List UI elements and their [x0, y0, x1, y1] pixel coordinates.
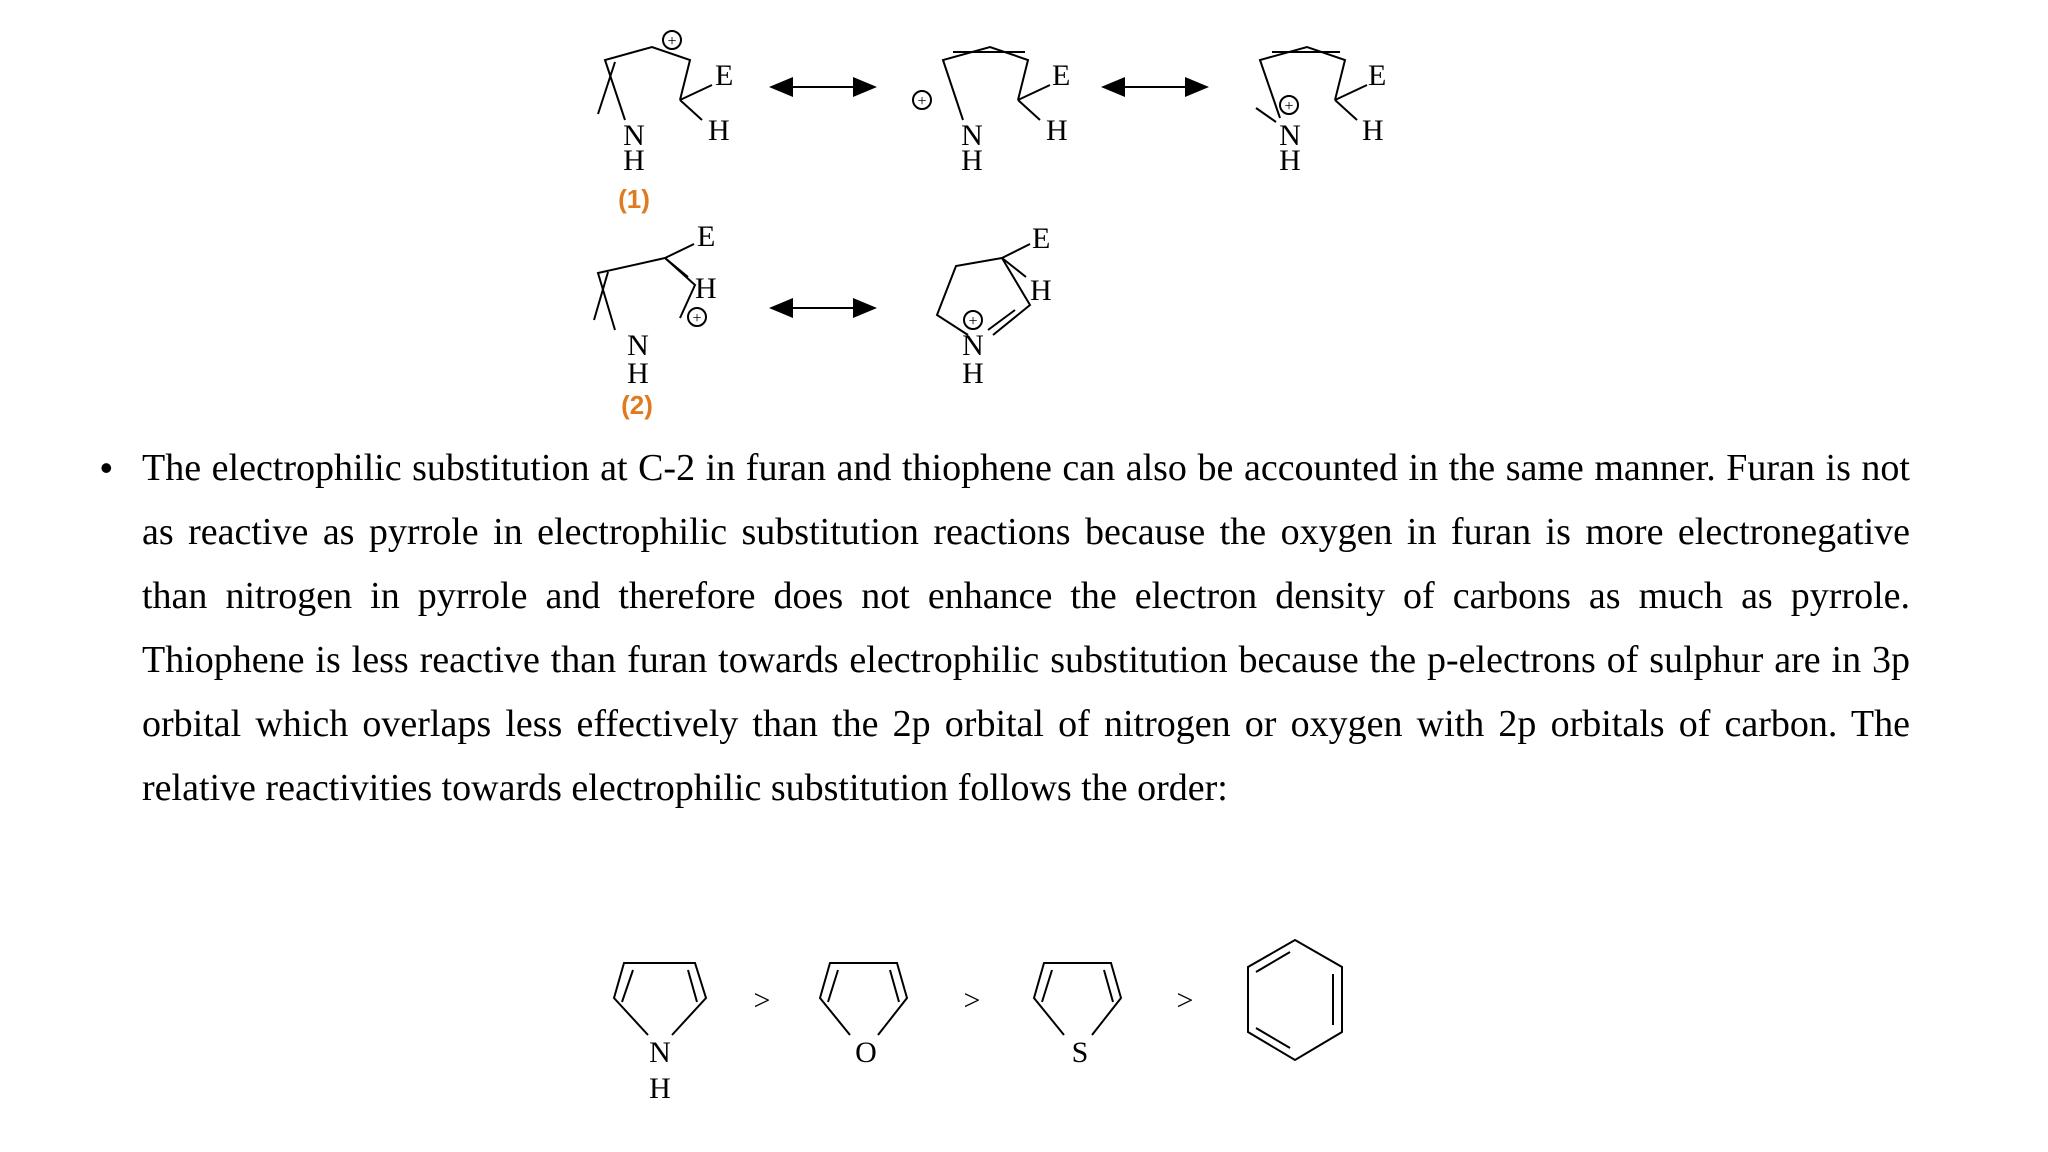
atom-n: N: [962, 329, 984, 362]
atom-h: H: [1046, 114, 1068, 147]
atom-e: E: [697, 220, 716, 253]
benzene-ring: [1248, 940, 1342, 1060]
atom-h: H: [708, 114, 730, 147]
structure-2b: [937, 222, 1052, 390]
atom-n: N: [627, 329, 649, 362]
charge-text: +: [692, 310, 702, 327]
charge-text: +: [968, 313, 978, 330]
thiophene-ring: [1034, 963, 1121, 1069]
paragraph-text: The electrophilic substitution at C-2 in furan and thiophene can also be accounted in the same manner. Furan is not as reactive as pyrrole in electrophilic substitution reactions because the oxygen in furan is more electronegative than nitrogen in pyrrole and therefore does not enhance the electron density of carbons as much as pyrrole. Thiophene is less reactive than furan towards electrophilic substitution because the p-electrons of sulphur are in 3p orbital which overlaps less effectively than the 2p orbital of nitrogen or oxygen with 2p orbitals of carbon. The relative reactivities towards electrophilic substitution follows the order:: [142, 447, 1910, 809]
atom-e: E: [1368, 59, 1387, 92]
greater-than: >: [753, 984, 771, 1017]
pyrrole-ring: [614, 963, 706, 1105]
charge-text: +: [667, 33, 677, 50]
atom-h: H: [695, 272, 717, 305]
structure-1a: [598, 31, 733, 214]
atom-e: E: [1052, 59, 1071, 92]
atom-h: H: [649, 1072, 671, 1105]
structure-1c: [1256, 47, 1386, 177]
greater-than: >: [963, 984, 981, 1017]
atom-h: H: [1030, 274, 1052, 307]
charge-text: +: [1284, 98, 1294, 115]
greater-than: >: [1176, 984, 1194, 1017]
furan-ring: [820, 963, 907, 1069]
atom-o: O: [855, 1036, 877, 1069]
structure-2a: [594, 220, 717, 420]
atom-n: N: [961, 119, 983, 152]
bullet-marker: •: [100, 447, 113, 488]
atom-n: N: [1279, 119, 1301, 152]
atom-e: E: [1032, 222, 1051, 255]
structure-label-2: (2): [621, 390, 653, 420]
atom-h: H: [1279, 144, 1301, 177]
atom-h: H: [627, 357, 649, 390]
atom-h: H: [623, 144, 645, 177]
atom-n: N: [649, 1036, 671, 1069]
structure-1b: [913, 47, 1070, 177]
atom-h: H: [962, 357, 984, 390]
atom-e: E: [715, 59, 734, 92]
atom-h: H: [1362, 114, 1384, 147]
atom-s: S: [1071, 1036, 1089, 1069]
atom-n: N: [623, 119, 645, 152]
charge-text: +: [917, 93, 927, 110]
atom-h: H: [961, 144, 983, 177]
structure-label-1: (1): [618, 184, 650, 214]
